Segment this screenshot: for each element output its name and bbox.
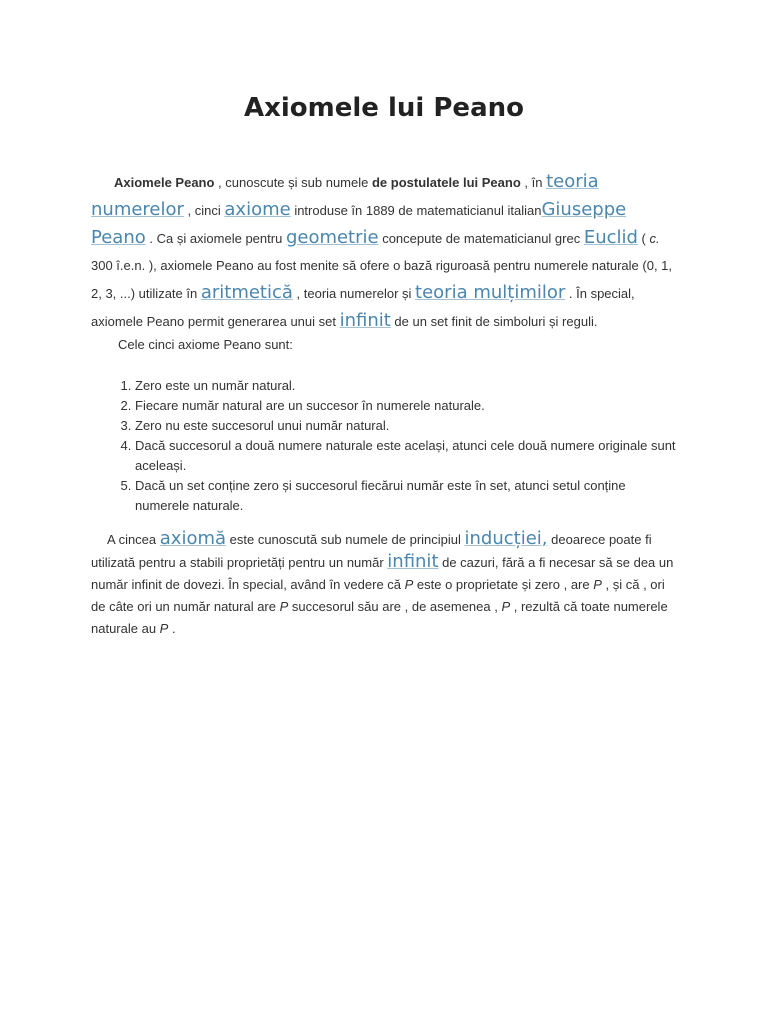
link-axioma[interactable]: axiomă xyxy=(159,528,227,549)
var-p: P xyxy=(159,621,169,636)
page-title: Axiomele lui Peano xyxy=(244,93,524,123)
term-postulatele: de postulatele lui Peano xyxy=(371,175,521,190)
text: introduse în 1889 de matematicianul italian xyxy=(290,203,542,218)
text: , în xyxy=(520,175,547,190)
text: . Ca și axiomele pentru xyxy=(145,231,286,246)
link-euclid[interactable]: Euclid xyxy=(583,227,638,248)
text: . În special, axiomele Peano permit generarea unui set xyxy=(91,286,635,329)
link-infinit-2[interactable]: infinit xyxy=(387,551,439,572)
link-giuseppe-peano[interactable]: Giuseppe Peano xyxy=(91,199,627,248)
text: , cinci xyxy=(183,203,225,218)
link-teoria-multimilor[interactable]: teoria mulțimilor xyxy=(415,282,566,303)
link-inductiei[interactable]: inducției, xyxy=(464,528,548,549)
text: ( xyxy=(637,231,650,246)
var-p: P xyxy=(404,577,414,592)
list-item: 3. Zero nu este succesorul unui număr natural. xyxy=(135,416,681,436)
link-teoria-numerelor[interactable]: teoria numerelor xyxy=(91,171,599,220)
term-axiomele-peano: Axiomele Peano xyxy=(114,175,215,190)
text: , cunoscute și sub numele xyxy=(214,175,372,190)
text: , rezultă că toate numerele naturale au xyxy=(91,599,668,636)
text: A cincea xyxy=(107,532,160,547)
var-p: P xyxy=(501,599,511,614)
text: de cazuri, fără a fi necesar să se dea un număr infinit de dovezi. În special, având în vedere că xyxy=(91,555,674,592)
link-geometrie[interactable]: geometrie xyxy=(285,227,379,248)
paragraph-intro xyxy=(91,168,681,335)
article-body xyxy=(91,168,681,640)
list-item: 5. Dacă un set conține zero și succesorul fiecărui număr este în set, atunci setul conține numerele naturale. xyxy=(135,476,681,516)
text: de un set finit de simboluri și reguli. xyxy=(390,314,598,329)
paragraph-induction xyxy=(91,528,681,640)
text: este cunoscută sub numele de principiul xyxy=(226,532,465,547)
link-infinit[interactable]: infinit xyxy=(339,310,391,331)
list-item: 1. Zero este un număr natural. xyxy=(135,376,681,396)
var-p: P xyxy=(279,599,289,614)
axiom-list xyxy=(91,376,681,516)
text: succesorul său are , de asemenea , xyxy=(288,599,502,614)
list-item: 2. Fiecare număr natural are un succesor în numerele naturale. xyxy=(135,396,681,416)
list-intro: Cele cinci axiome Peano sunt: xyxy=(118,337,293,352)
text: . xyxy=(168,621,176,636)
text: deoarece poate fi utilizată pentru a stabili proprietăți pentru un număr xyxy=(91,532,652,570)
text: , și că , ori de câte ori un număr natural are xyxy=(91,577,665,614)
text-circa: c. xyxy=(649,231,660,246)
link-aritmetica[interactable]: aritmetică xyxy=(200,282,293,303)
text: concepute de matematicianul grec xyxy=(378,231,584,246)
text: este o proprietate și zero , are xyxy=(413,577,594,592)
text: , teoria numerelor și xyxy=(292,286,416,301)
list-item: 4. Dacă succesorul a două numere naturale este același, atunci cele două numere originale sunt aceleași. xyxy=(135,436,681,476)
link-axiome[interactable]: axiome xyxy=(224,199,291,220)
text: 300 î.e.n. ), axiomele Peano au fost menite să ofere o bază riguroasă pentru numerele naturale (0, 1, 2, 3, ...) utilizate în xyxy=(91,258,673,301)
var-p: P xyxy=(593,577,602,592)
